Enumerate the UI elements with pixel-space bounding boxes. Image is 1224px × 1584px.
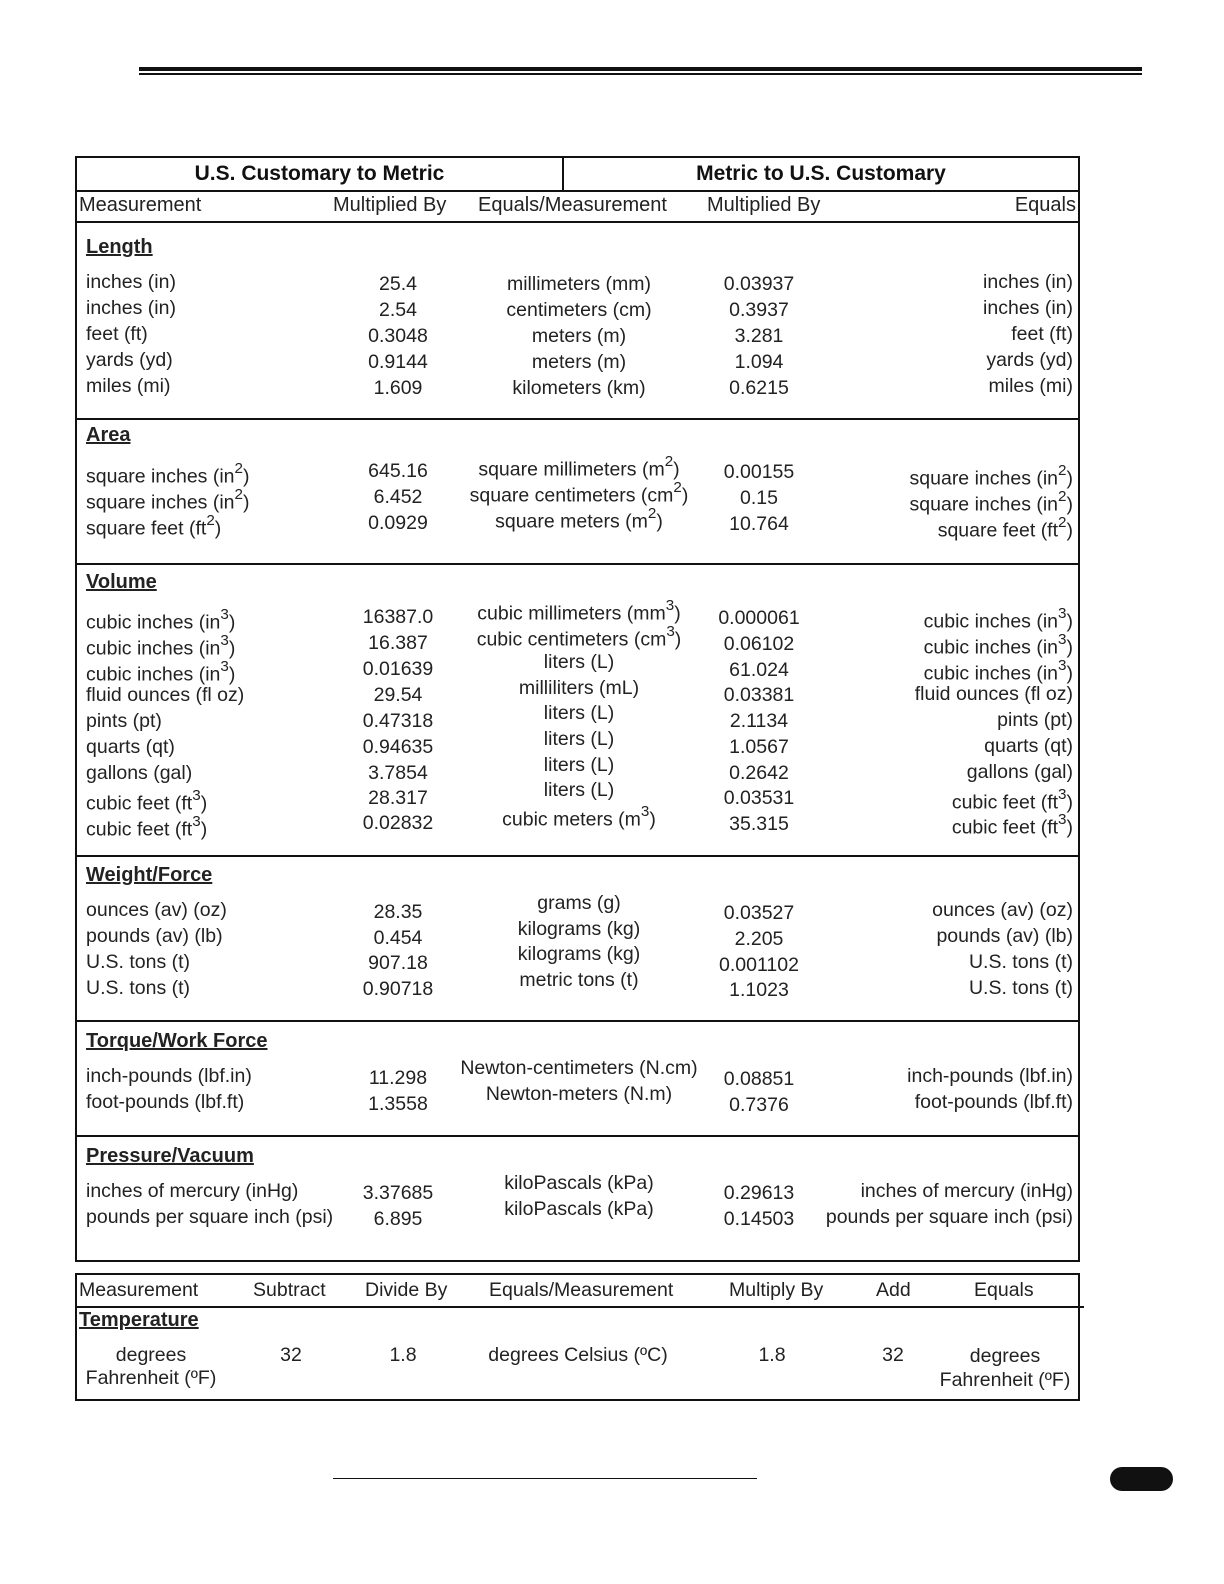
- reverse-multiplier: 0.00155: [723, 461, 795, 483]
- temperature-table: [75, 1273, 1080, 1401]
- from-unit: cubic feet $(ft^3)$: [86, 787, 208, 815]
- back-unit: miles (mi): [988, 375, 1073, 397]
- to-unit: kilograms (kg): [517, 943, 641, 965]
- back-unit: quarts (qt): [984, 735, 1073, 757]
- from-unit: pounds per square inch (psi): [86, 1206, 334, 1228]
- back-unit: ounces (av) (oz): [932, 899, 1073, 921]
- multiplier: 3.7854: [368, 762, 428, 784]
- from-unit: pounds (av) (lb): [86, 925, 223, 947]
- back-unit: pounds per square inch (psi): [825, 1206, 1073, 1228]
- reverse-multiplier: 1.094: [734, 351, 784, 373]
- footer-rule: [333, 1478, 757, 1479]
- to-unit: kiloPascals (kPa): [504, 1198, 654, 1220]
- back-unit: feet (ft): [1011, 323, 1073, 345]
- section-title: Torque/Work Force: [86, 1030, 268, 1052]
- to-unit: meters (m): [531, 325, 627, 347]
- from-unit: quarts (qt): [86, 736, 175, 758]
- reverse-multiplier: 0.29613: [723, 1182, 795, 1204]
- temp-col-subtract: Subtract: [253, 1279, 326, 1301]
- multiplier: 29.54: [373, 684, 423, 706]
- reverse-multiplier: 0.03531: [723, 787, 795, 809]
- section-area: [77, 420, 1078, 565]
- reverse-multiplier: 2.205: [734, 928, 784, 950]
- multiplier: 0.94635: [362, 736, 434, 758]
- section-title: Length: [86, 236, 153, 258]
- column-headers: [77, 190, 1078, 223]
- back-unit: U.S. tons (t): [968, 951, 1073, 973]
- multiplier: 1.3558: [368, 1093, 428, 1115]
- multiplier: 25.4: [379, 273, 417, 295]
- to-unit: meters (m): [531, 351, 627, 373]
- section-title: Area: [86, 424, 131, 446]
- page-tab-marker: [1110, 1467, 1173, 1491]
- from-unit: cubic inches $(in^3)$: [86, 606, 236, 634]
- section-weight-force: [77, 857, 1078, 1022]
- back-unit: inches (in): [983, 271, 1073, 293]
- back-unit: foot-pounds (lbf.ft): [914, 1091, 1073, 1113]
- multiplier: 645.16: [368, 460, 428, 482]
- to-unit: kiloPascals (kPa): [504, 1172, 654, 1194]
- temp-from-line1: degrees: [115, 1344, 187, 1366]
- col-measurement: Measurement: [79, 194, 202, 216]
- multiplier: 11.298: [368, 1067, 428, 1089]
- multiplier: 2.54: [379, 299, 417, 321]
- multiplier: 6.452: [373, 486, 423, 508]
- col-equals: Equals: [1014, 194, 1076, 216]
- to-unit: kilograms (kg): [517, 918, 641, 940]
- from-unit: cubic inches $(in^3)$: [86, 658, 236, 686]
- reverse-multiplier: 35.315: [729, 813, 789, 835]
- temp-divide-value: 1.8: [389, 1344, 417, 1366]
- temperature-header-row: [77, 1275, 1084, 1308]
- from-unit: pints (pt): [86, 710, 162, 732]
- to-unit: cubic millimeters $(mm^3)$: [477, 597, 681, 625]
- multiplier: 0.47318: [362, 710, 434, 732]
- reverse-multiplier: 0.03937: [723, 273, 795, 295]
- from-unit: U.S. tons (t): [86, 951, 191, 973]
- back-unit: cubic inches $(in^3)$: [923, 657, 1073, 685]
- reverse-multiplier: 0.6215: [729, 377, 789, 399]
- multiplier: 0.90718: [362, 978, 434, 1000]
- temp-col-equals: Equals: [974, 1279, 1034, 1301]
- back-unit: square inches $(in^2)$: [909, 462, 1073, 490]
- from-unit: square feet $(ft^2)$: [86, 512, 222, 540]
- back-unit: fluid ounces (fl oz): [914, 683, 1073, 705]
- back-unit: inches (in): [983, 297, 1073, 319]
- reverse-multiplier: 0.14503: [723, 1208, 795, 1230]
- back-unit: pints (pt): [997, 709, 1073, 731]
- section-title: Weight/Force: [86, 864, 213, 886]
- section-title: Pressure/Vacuum: [86, 1145, 254, 1167]
- to-unit: liters (L): [543, 651, 615, 673]
- multiplier: 6.895: [373, 1208, 423, 1230]
- to-unit: cubic centimeters $(cm^3)$: [476, 623, 682, 651]
- to-unit: milliliters (mL): [518, 677, 640, 699]
- back-unit: inches of mercury (inHg): [860, 1180, 1073, 1202]
- from-unit: ounces (av) (oz): [86, 899, 227, 921]
- reverse-multiplier: 0.3937: [729, 299, 789, 321]
- temp-col-add: Add: [876, 1279, 911, 1301]
- from-unit: foot-pounds (lbf.ft): [86, 1091, 245, 1113]
- to-unit: Newton-meters (N.m): [485, 1083, 673, 1105]
- reverse-multiplier: 2.1134: [729, 710, 789, 732]
- from-unit: miles (mi): [86, 375, 171, 397]
- from-unit: square inches $(in^2)$: [86, 486, 250, 514]
- to-unit: liters (L): [543, 779, 615, 801]
- from-unit: inch-pounds (lbf.in): [86, 1065, 252, 1087]
- temp-from-line2: Fahrenheit (ºF): [85, 1367, 217, 1389]
- temp-multiply-value: 1.8: [758, 1344, 786, 1366]
- to-unit: square millimeters $(m^2)$: [478, 453, 680, 481]
- reverse-multiplier: 0.15: [740, 487, 778, 509]
- to-unit: centimeters (cm): [506, 299, 652, 321]
- back-unit: pounds (av) (lb): [936, 925, 1073, 947]
- multiplier: 1.609: [373, 377, 423, 399]
- multiplier: 0.9144: [368, 351, 428, 373]
- section-length: [77, 221, 1078, 420]
- temp-add-value: 32: [882, 1344, 904, 1366]
- back-unit: cubic inches $(in^3)$: [923, 631, 1073, 659]
- reverse-multiplier: 3.281: [734, 325, 784, 347]
- reverse-multiplier: 1.0567: [729, 736, 789, 758]
- from-unit: cubic feet $(ft^3)$: [86, 813, 208, 841]
- from-unit: feet (ft): [86, 323, 148, 345]
- temp-col-measurement: Measurement: [79, 1279, 199, 1301]
- col-equals-measurement: Equals/Measurement: [478, 194, 667, 216]
- temp-col-equals-measurement: Equals/Measurement: [489, 1279, 674, 1301]
- col-multiplied-by: Multiplied By: [333, 194, 447, 216]
- from-unit: yards (yd): [86, 349, 173, 371]
- to-unit: liters (L): [543, 754, 615, 776]
- section-volume: [77, 565, 1078, 857]
- temp-subtract-value: 32: [280, 1344, 302, 1366]
- temp-col-divide-by: Divide By: [365, 1279, 448, 1301]
- from-unit: inches (in): [86, 297, 176, 319]
- multiplier: 3.37685: [362, 1182, 434, 1204]
- to-unit: kilometers (km): [512, 377, 646, 399]
- multiplier: 28.317: [368, 787, 428, 809]
- col-multiplied-by-2: Multiplied By: [707, 194, 821, 216]
- reverse-multiplier: 0.2642: [729, 762, 789, 784]
- multiplier: 28.35: [373, 901, 423, 923]
- back-unit: inch-pounds (lbf.in): [907, 1065, 1073, 1087]
- to-unit: metric tons (t): [519, 969, 639, 991]
- from-unit: inches of mercury (inHg): [86, 1180, 299, 1202]
- from-unit: fluid ounces (fl oz): [86, 684, 245, 706]
- us-to-metric-title: U.S. Customary to Metric: [194, 162, 445, 185]
- temp-col-multiply-by: Multiply By: [729, 1279, 824, 1301]
- reverse-multiplier: 0.03381: [723, 684, 795, 706]
- multiplier: 0.3048: [368, 325, 428, 347]
- from-unit: inches (in): [86, 271, 176, 293]
- reverse-multiplier: 0.7376: [729, 1094, 789, 1116]
- section-torque: [77, 1022, 1078, 1137]
- reverse-multiplier: 0.001102: [719, 954, 799, 976]
- to-unit: square meters $(m^2)$: [495, 505, 663, 533]
- metric-to-us-title: Metric to U.S. Customary: [696, 162, 946, 185]
- back-unit: cubic feet $(ft^3)$: [951, 786, 1073, 814]
- to-unit: square centimeters $(cm^2)$: [469, 479, 689, 507]
- from-unit: gallons (gal): [86, 762, 193, 784]
- multiplier: 0.454: [373, 927, 423, 949]
- to-unit: cubic meters $(m^3)$: [502, 803, 656, 831]
- back-unit: U.S. tons (t): [968, 977, 1073, 999]
- to-unit: liters (L): [543, 702, 615, 724]
- back-unit: cubic feet $(ft^3)$: [951, 811, 1073, 839]
- multiplier: 16.387: [368, 632, 428, 654]
- from-unit: square inches $(in^2)$: [86, 460, 250, 488]
- from-unit: cubic inches $(in^3)$: [86, 632, 236, 660]
- temp-back-line2: Fahrenheit (ºF): [939, 1369, 1071, 1391]
- table-header: [77, 158, 1078, 192]
- back-unit: square feet $(ft^2)$: [937, 514, 1073, 542]
- multiplier: 0.0929: [368, 512, 428, 534]
- multiplier: 16387.0: [362, 606, 434, 628]
- back-unit: cubic inches $(in^3)$: [923, 605, 1073, 633]
- reverse-multiplier: 1.1023: [729, 979, 789, 1001]
- reverse-multiplier: 0.000061: [718, 607, 800, 629]
- conversion-table: [75, 156, 1080, 1262]
- temp-back-line1: degrees: [969, 1345, 1041, 1367]
- back-unit: gallons (gal): [966, 761, 1073, 783]
- multiplier: 907.18: [368, 952, 428, 974]
- to-unit: millimeters (mm): [506, 273, 652, 295]
- back-unit: yards (yd): [986, 349, 1073, 371]
- top-rule-thick: [139, 67, 1142, 71]
- temp-to-unit: degrees Celsius (ºC): [488, 1344, 668, 1366]
- to-unit: grams (g): [537, 892, 621, 914]
- reverse-multiplier: 0.08851: [723, 1068, 795, 1090]
- reverse-multiplier: 10.764: [729, 513, 789, 535]
- temperature-title: Temperature: [79, 1309, 199, 1331]
- top-rule-thin: [139, 73, 1142, 75]
- to-unit: Newton-centimeters (N.cm): [460, 1057, 698, 1079]
- back-unit: square inches $(in^2)$: [909, 488, 1073, 516]
- reverse-multiplier: 0.03527: [723, 902, 795, 924]
- multiplier: 0.01639: [362, 658, 434, 680]
- section-title: Volume: [86, 571, 157, 593]
- reverse-multiplier: 61.024: [729, 659, 789, 681]
- section-pressure: [77, 1137, 1078, 1262]
- reverse-multiplier: 0.06102: [723, 633, 795, 655]
- from-unit: U.S. tons (t): [86, 977, 191, 999]
- to-unit: liters (L): [543, 728, 615, 750]
- multiplier: 0.02832: [362, 812, 434, 834]
